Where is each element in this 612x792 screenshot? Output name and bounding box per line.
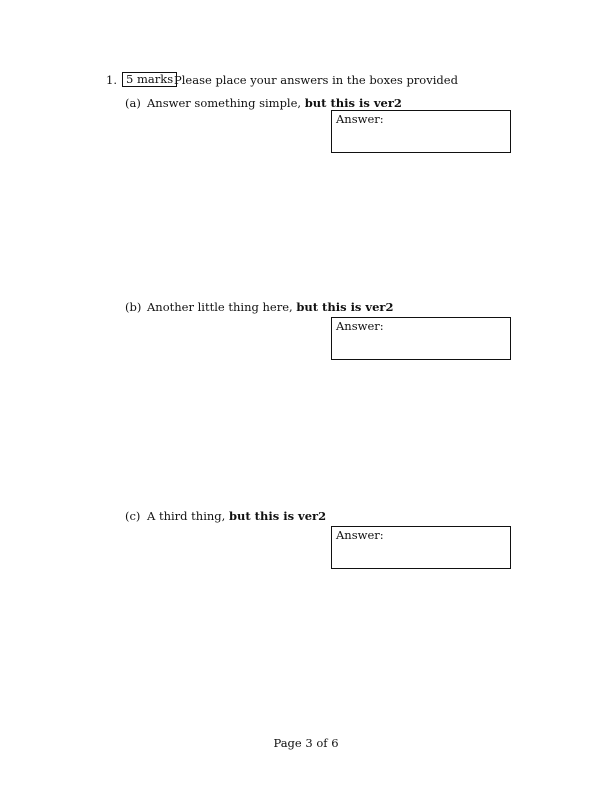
part-c-text (147, 509, 326, 523)
part-b-prompt: Another little thing here, (147, 300, 293, 314)
answer-box-b[interactable] (331, 317, 511, 360)
part-a-prompt: Answer something simple, (147, 96, 302, 110)
part-b-label: (b) (125, 300, 142, 314)
answer-label: Answer: (336, 528, 384, 542)
answer-box-c[interactable] (331, 526, 511, 569)
part-a-version: but this is ver2 (304, 96, 402, 110)
answer-box-a[interactable] (331, 110, 511, 153)
page-footer: Page 3 of 6 (273, 736, 339, 750)
part-a-text (147, 96, 402, 110)
part-b-version: but this is ver2 (296, 300, 394, 314)
part-c-version: but this is ver2 (228, 509, 327, 523)
part-b-text (147, 300, 393, 314)
answer-label: Answer: (336, 112, 384, 126)
part-c-prompt: A third thing, (147, 509, 226, 523)
question-number: 1. (106, 73, 117, 87)
marks-badge: 5 marks (122, 72, 177, 87)
part-c-label: (c) (125, 509, 141, 523)
answer-label: Answer: (336, 319, 384, 333)
part-a-label: (a) (125, 96, 141, 110)
question-instruction: Please place your answers in the boxes provided (174, 73, 458, 87)
